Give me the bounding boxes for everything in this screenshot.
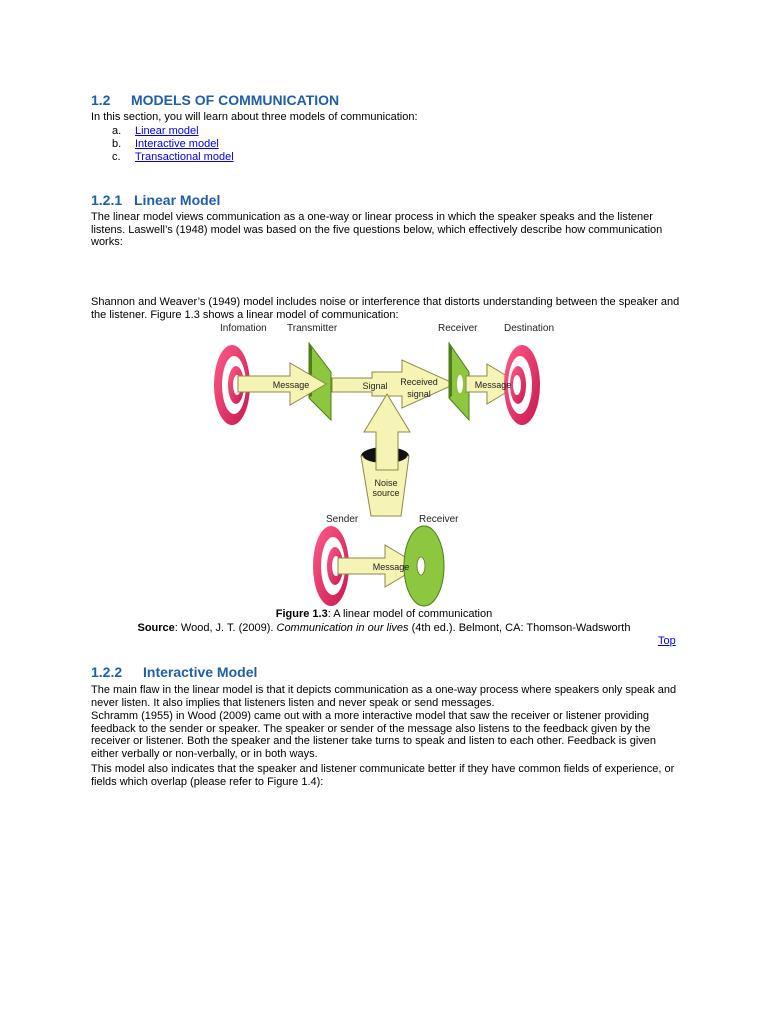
receiver-icon-bottom [404, 526, 444, 606]
label-receiver-top: Receiver [438, 323, 478, 334]
source-pre: : Wood, J. T. (2009). [174, 622, 277, 634]
interactive-paragraph-2: Schramm (1955) in Wood (2009) came out with a more interactive model that saw the receiver or listener providing feedback to the sender or speaker. The speaker or sender of the message also listens to the feedback given by the receiver or listener. Both the speaker and the listener take turns to speak and listen to each other. Feedback is given either verbally or non-verbally, or in both ways. [91, 710, 656, 760]
linear-paragraph-2: Shannon and Weaver’s (1949) model includes noise or interference that distorts understanding between the speaker and the listener. Figure 1.3 shows a linear model of communication: [91, 296, 680, 321]
caption-label: Figure 1.3 [275, 608, 328, 620]
source-label: Source [137, 622, 175, 634]
label-information: Infomation [220, 323, 267, 334]
arrow-label-message-right: Message [474, 380, 512, 390]
label-transmitter: Transmitter [287, 323, 338, 334]
subsection-number: 1.2.1 [91, 192, 123, 208]
source-post: (4th ed.). Belmont, CA: Thomson-Wadsworth [408, 622, 631, 634]
subsection-title: Linear Model [134, 192, 221, 208]
label-destination: Destination [504, 323, 555, 334]
noise-label-1: Noise [374, 478, 398, 488]
list-letter: a. [112, 125, 122, 137]
figure-caption [0, 608, 768, 620]
noise-label-2: source [372, 488, 400, 498]
subsection-number: 1.2.2 [91, 664, 123, 680]
label-receiver-bottom: Receiver [419, 514, 459, 525]
link-linear-model[interactable]: Linear model [135, 125, 199, 137]
section-intro: In this section, you will learn about three models of communication: [91, 111, 418, 123]
link-transactional-model[interactable]: Transactional model [135, 151, 234, 163]
arrow-label-received-1: Received [400, 377, 438, 387]
interactive-paragraph-1: The main flaw in the linear model is that it depicts communication as a one-way process where speakers only speak and never listen. It also implies that listeners listen and never speak or send messages. [91, 684, 677, 709]
arrow-label-message-bottom: Message [372, 562, 410, 572]
figure-source [0, 622, 768, 634]
top-link[interactable]: Top [658, 635, 676, 647]
label-sender: Sender [326, 514, 359, 525]
link-interactive-model[interactable]: Interactive model [135, 138, 219, 150]
section-title: MODELS OF COMMUNICATION [131, 92, 340, 108]
arrow-label-received-2: signal [407, 389, 431, 399]
section-number: 1.2 [91, 92, 111, 108]
source-title: Communication in our lives [276, 622, 409, 634]
interactive-model-heading [91, 664, 257, 680]
arrow-label-signal: Signal [362, 381, 388, 391]
interactive-paragraph-3: This model also indicates that the speaker and listener communicate better if they have common fields of experience, or fields which overlap (please refer to Figure 1.4): [91, 763, 675, 788]
linear-paragraph-1: The linear model views communication as a one-way or linear process in which the speaker speaks and the listener listens. Laswell’s (1948) model was based on the five questions below, which effectively describe how communication works: [91, 211, 663, 249]
list-letter: b. [112, 138, 122, 150]
caption-text: : A linear model of communication [327, 608, 493, 620]
arrow-label-message-left: Message [272, 380, 310, 390]
subsection-title: Interactive Model [143, 664, 258, 680]
list-letter: c. [112, 151, 121, 163]
